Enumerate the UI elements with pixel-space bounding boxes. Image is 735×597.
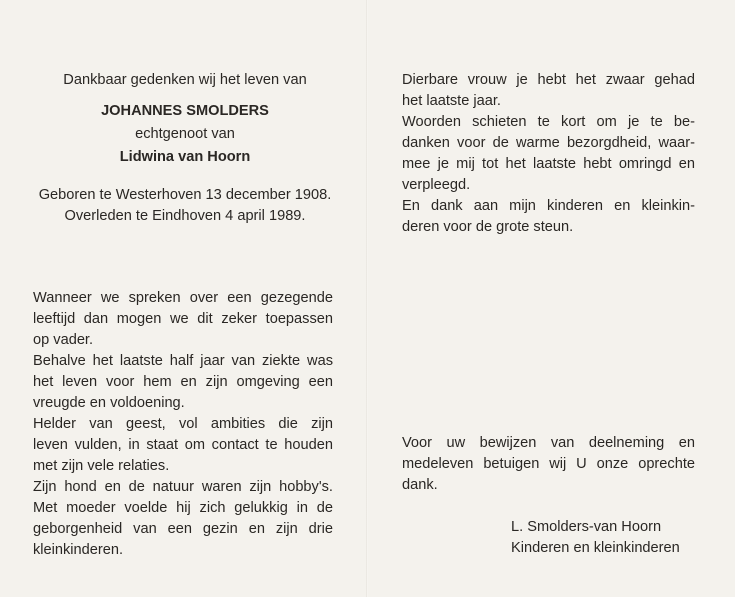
- body-line: Wanneer we spreken over een gezegende: [33, 290, 333, 306]
- death-line: Overleden te Eindhoven 4 april 1989.: [64, 208, 306, 224]
- thanks-line: Voor uw bewijzen van deelneming en: [402, 435, 695, 451]
- body-line: Met moeder voelde hij zich gelukkig in de: [33, 500, 333, 516]
- body-line: danken voor de warme bezorgdheid, waar-: [402, 135, 695, 151]
- body-line: op vader.: [33, 332, 94, 348]
- body-line: kleinkinderen.: [33, 542, 124, 558]
- body-line: met zijn vele relaties.: [33, 458, 170, 474]
- signature-family: Kinderen en kleinkinderen: [511, 540, 680, 556]
- body-line: het laatste jaar.: [402, 93, 501, 109]
- left-header: [30, 70, 340, 227]
- body-line: mee je mij tot het laatste hebt omringd en: [402, 156, 695, 172]
- signature-name: L. Smolders-van Hoorn: [511, 519, 662, 535]
- thanks-line: dank.: [402, 477, 438, 493]
- spouse-name: Lidwina van Hoorn: [119, 149, 251, 165]
- body-line: deren voor de grote steun.: [402, 219, 574, 235]
- right-body: [402, 70, 695, 238]
- left-body: [33, 288, 333, 561]
- body-line: vreugde en voldoening.: [33, 395, 185, 411]
- body-line: Helder van geest, vol ambities die zijn: [33, 416, 333, 432]
- intro-text: Dankbaar gedenken wij het leven van: [63, 72, 307, 88]
- body-line: Woorden schieten te kort om je te be-: [402, 114, 695, 130]
- signature-block: [511, 517, 711, 559]
- body-line: leven vulden, in staat om contact te houden: [33, 437, 333, 453]
- body-line: het leven voor hem en zijn omgeving een: [33, 374, 333, 390]
- body-line: leeftijd dan mogen we dit zeker toepassen: [33, 311, 333, 327]
- birth-line: Geboren te Westerhoven 13 december 1908.: [38, 187, 332, 203]
- thanks-line: medeleven betuigen wij U onze oprechte: [402, 456, 695, 472]
- body-line: En dank aan mijn kinderen en kleinkin-: [402, 198, 695, 214]
- body-line: geborgenheid van een gezin en zijn drie: [33, 521, 333, 537]
- deceased-name: JOHANNES SMOLDERS: [101, 103, 269, 119]
- body-line: verpleegd.: [402, 177, 471, 193]
- thanks-block: [402, 433, 695, 496]
- body-line: Dierbare vrouw je hebt het zwaar gehad: [402, 72, 695, 88]
- card-fold: [366, 0, 368, 597]
- spouse-label: echtgenoot van: [135, 126, 235, 142]
- body-line: Behalve het laatste half jaar van ziekte was: [33, 353, 333, 369]
- body-line: Zijn hond en de natuur waren zijn hobby's.: [33, 479, 333, 495]
